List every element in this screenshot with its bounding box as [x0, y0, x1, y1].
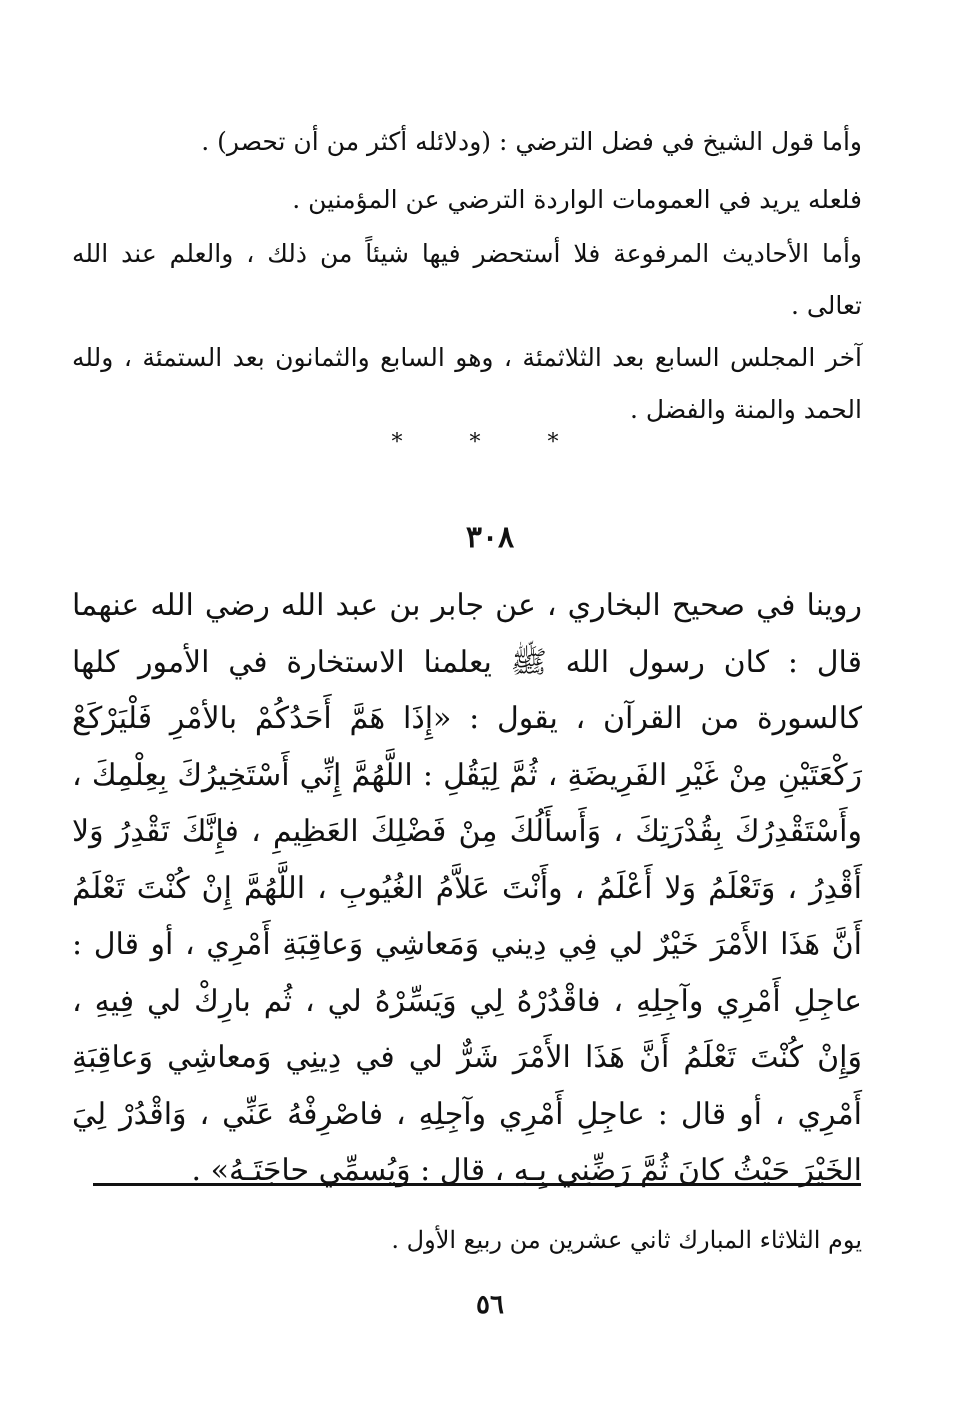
section-separator: * * * — [391, 430, 589, 455]
paragraph-end-of-session: آخر المجلس السابع بعد الثلاثمئة ، وهو السابع والثمانون بعد الستمئة ، ولله الحمد والمنة والفضل . — [72, 343, 862, 424]
paragraph-shaykh-statement: وأما قول الشيخ في فضل الترضي : (ودلائله أكثر من أن تحصر) . — [201, 127, 862, 156]
footnote: يوم الثلاثاء المبارك ثاني عشرين من ربيع الأول . — [391, 1226, 862, 1254]
page-number: ٥٦ — [476, 1290, 504, 1320]
paragraph-general-texts: فلعله يريد في العمومات الواردة الترضي عن المؤمنين . — [292, 185, 862, 214]
paragraph-marfu-hadiths: وأما الأحاديث المرفوعة فلا أستحضر فيها شيئاً من ذلك ، والعلم عند الله تعالى . — [72, 239, 862, 320]
section-number: ٣٠٨ — [465, 520, 515, 555]
footnote-divider — [93, 1183, 861, 1186]
hadith-text: روينا في صحيح البخاري ، عن جابر بن عبد الله رضي الله عنهما قال : كان رسول الله ﷺ يعلمنا الاستخارة في الأمور كلها كالسورة من القرآن ، يقول : «إِذَا هَمَّ أَحَدُكُمْ بالأمْرِ فَلْيَرْكَعْ رَكْعَتَيْنِ مِنْ غَيْرِ الفَرِيضَةِ ، ثُمَّ لِيَقُلِ : اللَّهُمَّ إِنِّي أَسْتَخِيرُكَ بِعِلْمِكَ ، وأَسْتَقْدِرُكَ بِقُدْرَتِكَ ، وَأَسأَلُكَ مِنْ فَضْلِكَ العَظِيمِ ، فإِنَّكَ تَقْدِرُ وَلا أَقْدِرُ ، وَتَعْلَمُ وَلا أَعْلَمُ ، وأَنْتَ عَلاَّمُ الغُيُوبِ ، اللَّهُمَّ إِنْ كُنْتَ تَعْلَمُ أَنَّ هَذَا الأَمْرَ خَيْرٌ لي فِي دِيني وَمَعاشِي وَعاقِبَةِ أَمْرِي ، أو قال : عاجِلِ أَمْرِي وآجِلِهِ ، فاقْدُرْهُ لِي وَيَسِّرْهُ لي ، ثُم بارِكْ لي فِيهِ ، وَإِنْ كُنْتَ تَعْلَمُ أَنَّ هَذَا الأَمْرَ شَرٌّ لي في دِينِي وَمعاشِي وَعاقِبَةِ أَمْرِي ، أو قال : عاجِلِ أَمْرِي وآجِلِهِ ، فاصْرِفْهُ عَنِّي ، وَاقْدُرْ لِيَ الخَيْرَ حَيْثُ كانَ ثُمَّ رَضِّنِي بِـهِ ، قال : وَيُسمِّي حاجَتَـهُ» . — [72, 588, 862, 1188]
